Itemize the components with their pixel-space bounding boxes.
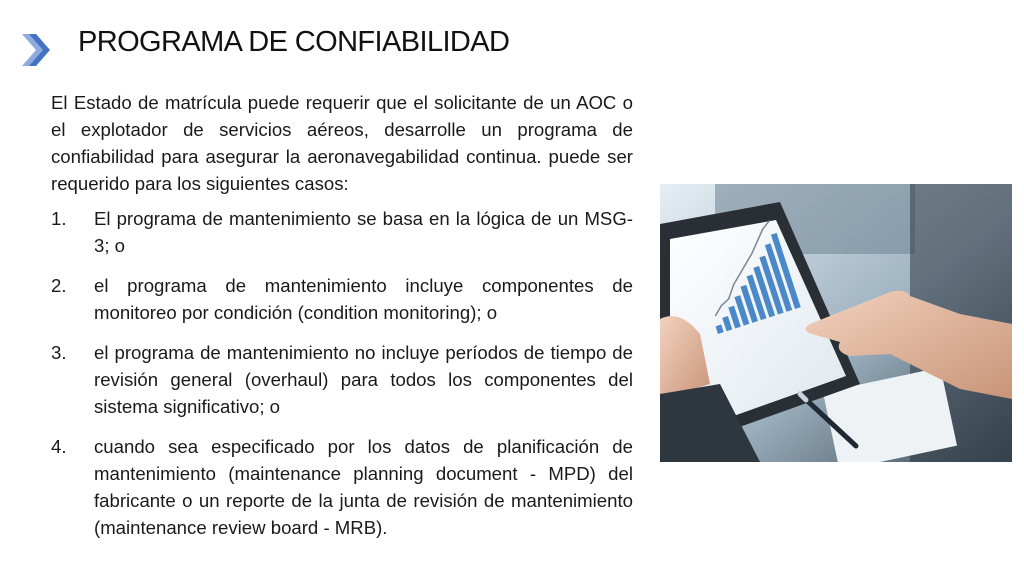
tablet-chart-photo xyxy=(660,184,1012,462)
list-item-text: el programa de mantenimiento no incluye períodos de tiempo de revisión general (overhaul) para todos los componentes del sistema significativo; o xyxy=(94,342,633,417)
list-item xyxy=(51,272,633,326)
slide-body xyxy=(51,89,633,554)
list-item-number: 3. xyxy=(51,342,67,363)
list-item-text: el programa de mantenimiento incluye componentes de monitoreo por condición (condition monitoring); o xyxy=(94,275,633,323)
list-item-number: 1. xyxy=(51,208,67,229)
list-item-text: cuando sea especificado por los datos de planificación de mantenimiento (maintenance planning document - MPD) del fabricante o un reporte de la junta de revisión de mantenimiento (maintenance review board - MRB). xyxy=(94,436,633,538)
chevron-right-icon xyxy=(20,32,50,68)
list-item xyxy=(51,339,633,420)
list-item xyxy=(51,433,633,541)
slide-title: PROGRAMA DE CONFIABILIDAD xyxy=(78,26,510,58)
list-item-number: 2. xyxy=(51,275,67,296)
list-item-number: 4. xyxy=(51,436,67,457)
cases-list xyxy=(51,205,633,541)
list-item xyxy=(51,205,633,259)
list-item-text: El programa de mantenimiento se basa en la lógica de un MSG-3; o xyxy=(94,208,633,256)
intro-paragraph: El Estado de matrícula puede requerir que el solicitante de un AOC o el explotador de servicios aéreos, desarrolle un programa de confiabilidad para asegurar la aeronavegabilidad continua. puede ser requerido para los siguientes casos: xyxy=(51,92,633,194)
